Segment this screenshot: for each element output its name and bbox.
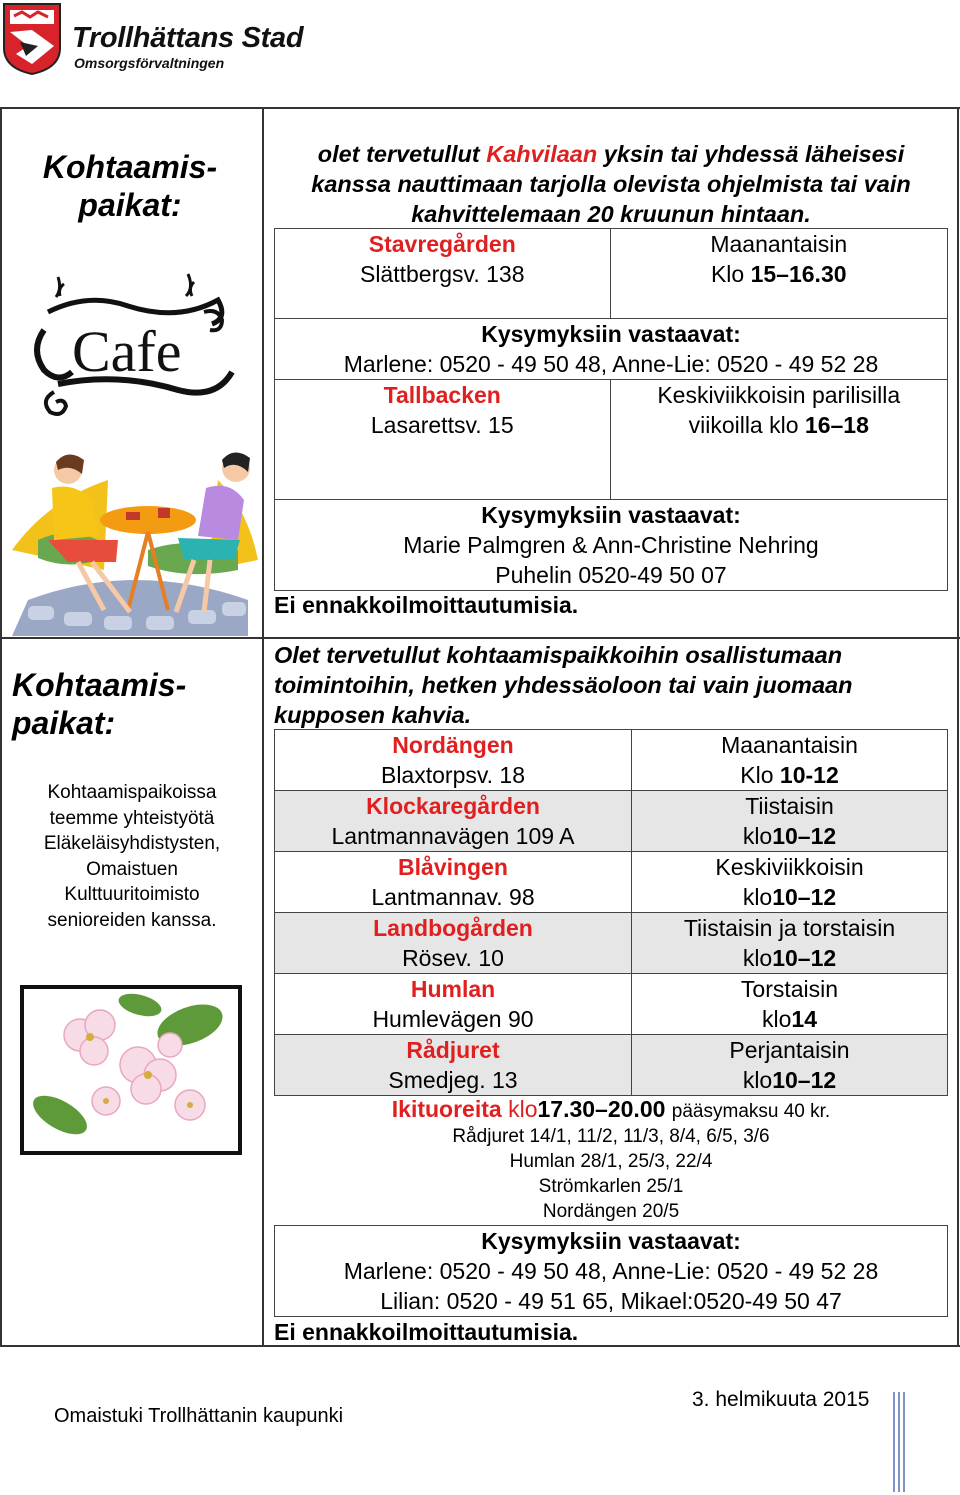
footer-decoration-lines (892, 1392, 912, 1492)
venue-time: Torstaisin klo14 (632, 974, 948, 1035)
venue-name: Rådjuret (406, 1037, 500, 1063)
venue-time: Maanantaisin Klo 10-12 (632, 730, 948, 791)
venue-row (275, 913, 948, 974)
section1-title: Kohtaamis- paikat: (42, 149, 218, 223)
venue-row (275, 1035, 948, 1096)
venue-address: Smedjeg. 13 (388, 1067, 518, 1093)
section-divider (0, 637, 960, 639)
venue-name: Klockaregården (366, 793, 540, 819)
outer-border-left (0, 107, 2, 1347)
venue-address: Lantmannavägen 109 A (331, 823, 575, 849)
venue-row (275, 791, 948, 852)
venue-row (275, 730, 948, 791)
venue-day: Maanantaisin (721, 732, 858, 758)
contact-box-1: Kysymyksiin vastaavat: Marlene: 0520 - 49 50 48, Anne-Lie: 0520 - 49 52 28 (275, 319, 948, 380)
venue-address: Humlevägen 90 (372, 1006, 534, 1032)
venue-name: Humlan (410, 976, 496, 1002)
footer-org: Omaistuki Trollhättanin kaupunki (54, 1405, 344, 1427)
venue-time: Tiistaisin ja torstaisin klo10–12 (632, 913, 948, 974)
venue-day: Tiistaisin ja torstaisin (683, 915, 896, 941)
column-divider (262, 107, 264, 1347)
venue-row (275, 974, 948, 1035)
evening-dates: Rådjuret 14/1, 11/2, 11/3, 8/4, 6/5, 3/6 Humlan 28/1, 25/3, 22/4 Strömkarlen 25/1 Nordängen 20/5 (452, 1126, 770, 1222)
evening-event: Ikituoreita klo17.30–20.00 pääsymaksu 40 kr. Rådjuret 14/1, 11/2, 11/3, 8/4, 6/5, 3/6 Humlan 28/1, 25/3, 22/4 Strömkarlen 25/1 Nordängen 20/5 (274, 1094, 948, 1224)
apple-blossom-image (20, 985, 244, 1157)
section2-description: Kohtaamispaikoissa teemme yhteistyötä Eläkeläisyhdistysten, Omaistuen Kulttuuritoimisto senioreiden kanssa. (43, 782, 221, 931)
outer-border-right (957, 107, 959, 1347)
venue-row (275, 852, 948, 913)
city-logo (2, 2, 62, 76)
outer-border-top (0, 107, 960, 109)
contact-box-2: Kysymyksiin vastaavat: Marie Palmgren & Ann-Christine Nehring Puhelin 0520-49 50 07 (275, 500, 948, 591)
meeting-places-table (274, 729, 948, 1096)
venue-tallbacken: Tallbacken Lasarettsv. 15 (275, 380, 611, 500)
cafe-venues-table (274, 228, 948, 591)
venue-address: Lantmannav. 98 (371, 884, 535, 910)
venue-address: Blaxtorpsv. 18 (380, 762, 526, 788)
venue-day: Tiistaisin (745, 793, 834, 819)
venue-name: Landbogården (373, 915, 533, 941)
no-registration-2: Ei ennakkoilmoittautumisia. (274, 1319, 579, 1345)
venue-day: Torstaisin (740, 976, 839, 1002)
venue-name: Nordängen (392, 732, 514, 758)
section1-intro: olet tervetullut Kahvilaan yksin tai yhdessä läheisesi kanssa nauttimaan tarjolla olevista ohjelmista tai vain kahvittelemaan 20 kruunun hintaan. (311, 141, 911, 227)
venue-time: Keskiviikkoisin klo10–12 (632, 852, 948, 913)
section2-intro: Olet tervetullut kohtaamispaikkoihin osallistumaan toimintoihin, hetken yhdessäoloon tai vain juomaan kupposen kahvia. (274, 642, 853, 728)
venue-place (275, 852, 632, 913)
org-name: Trollhättans Stad (72, 22, 304, 54)
venue-stavregarden-time: Maanantaisin Klo 15–16.30 (610, 229, 948, 319)
venue-place (275, 791, 632, 852)
venue-place (275, 730, 632, 791)
venue-day: Perjantaisin (729, 1037, 850, 1063)
women-coffee-illustration (8, 440, 262, 636)
venue-time: Tiistaisin klo10–12 (632, 791, 948, 852)
venue-place (275, 974, 632, 1035)
venue-address: Rösev. 10 (402, 945, 504, 971)
venue-tallbacken-time: Keskiviikkoisin parilisilla viikoilla klo 16–18 (610, 380, 948, 500)
venue-name: Blåvingen (398, 854, 508, 880)
org-department: Omsorgsförvaltningen (74, 55, 225, 71)
venue-stavregarden: Stavregården Slättbergsv. 138 (275, 229, 611, 319)
venue-place (275, 913, 632, 974)
evening-event-name: Ikituoreita (391, 1096, 502, 1122)
venue-time: Perjantaisin klo10–12 (632, 1035, 948, 1096)
cafe-sign-text: Cafe (72, 319, 182, 384)
footer-date: 3. helmikuuta 2015 (692, 1388, 870, 1411)
no-registration-1: Ei ennakkoilmoittautumisia. (274, 592, 579, 618)
venue-place (275, 1035, 632, 1096)
cafe-highlight: Kahvilaan (486, 141, 598, 167)
section2-title: Kohtaamis- paikat: (12, 667, 187, 741)
venue-day: Keskiviikkoisin (715, 854, 864, 880)
contact-box-3: Kysymyksiin vastaavat: Marlene: 0520 - 49 50 48, Anne-Lie: 0520 - 49 52 28 Lilian: 0520 - 49 51 65, Mikael:0520-49 50 47 (274, 1225, 948, 1317)
